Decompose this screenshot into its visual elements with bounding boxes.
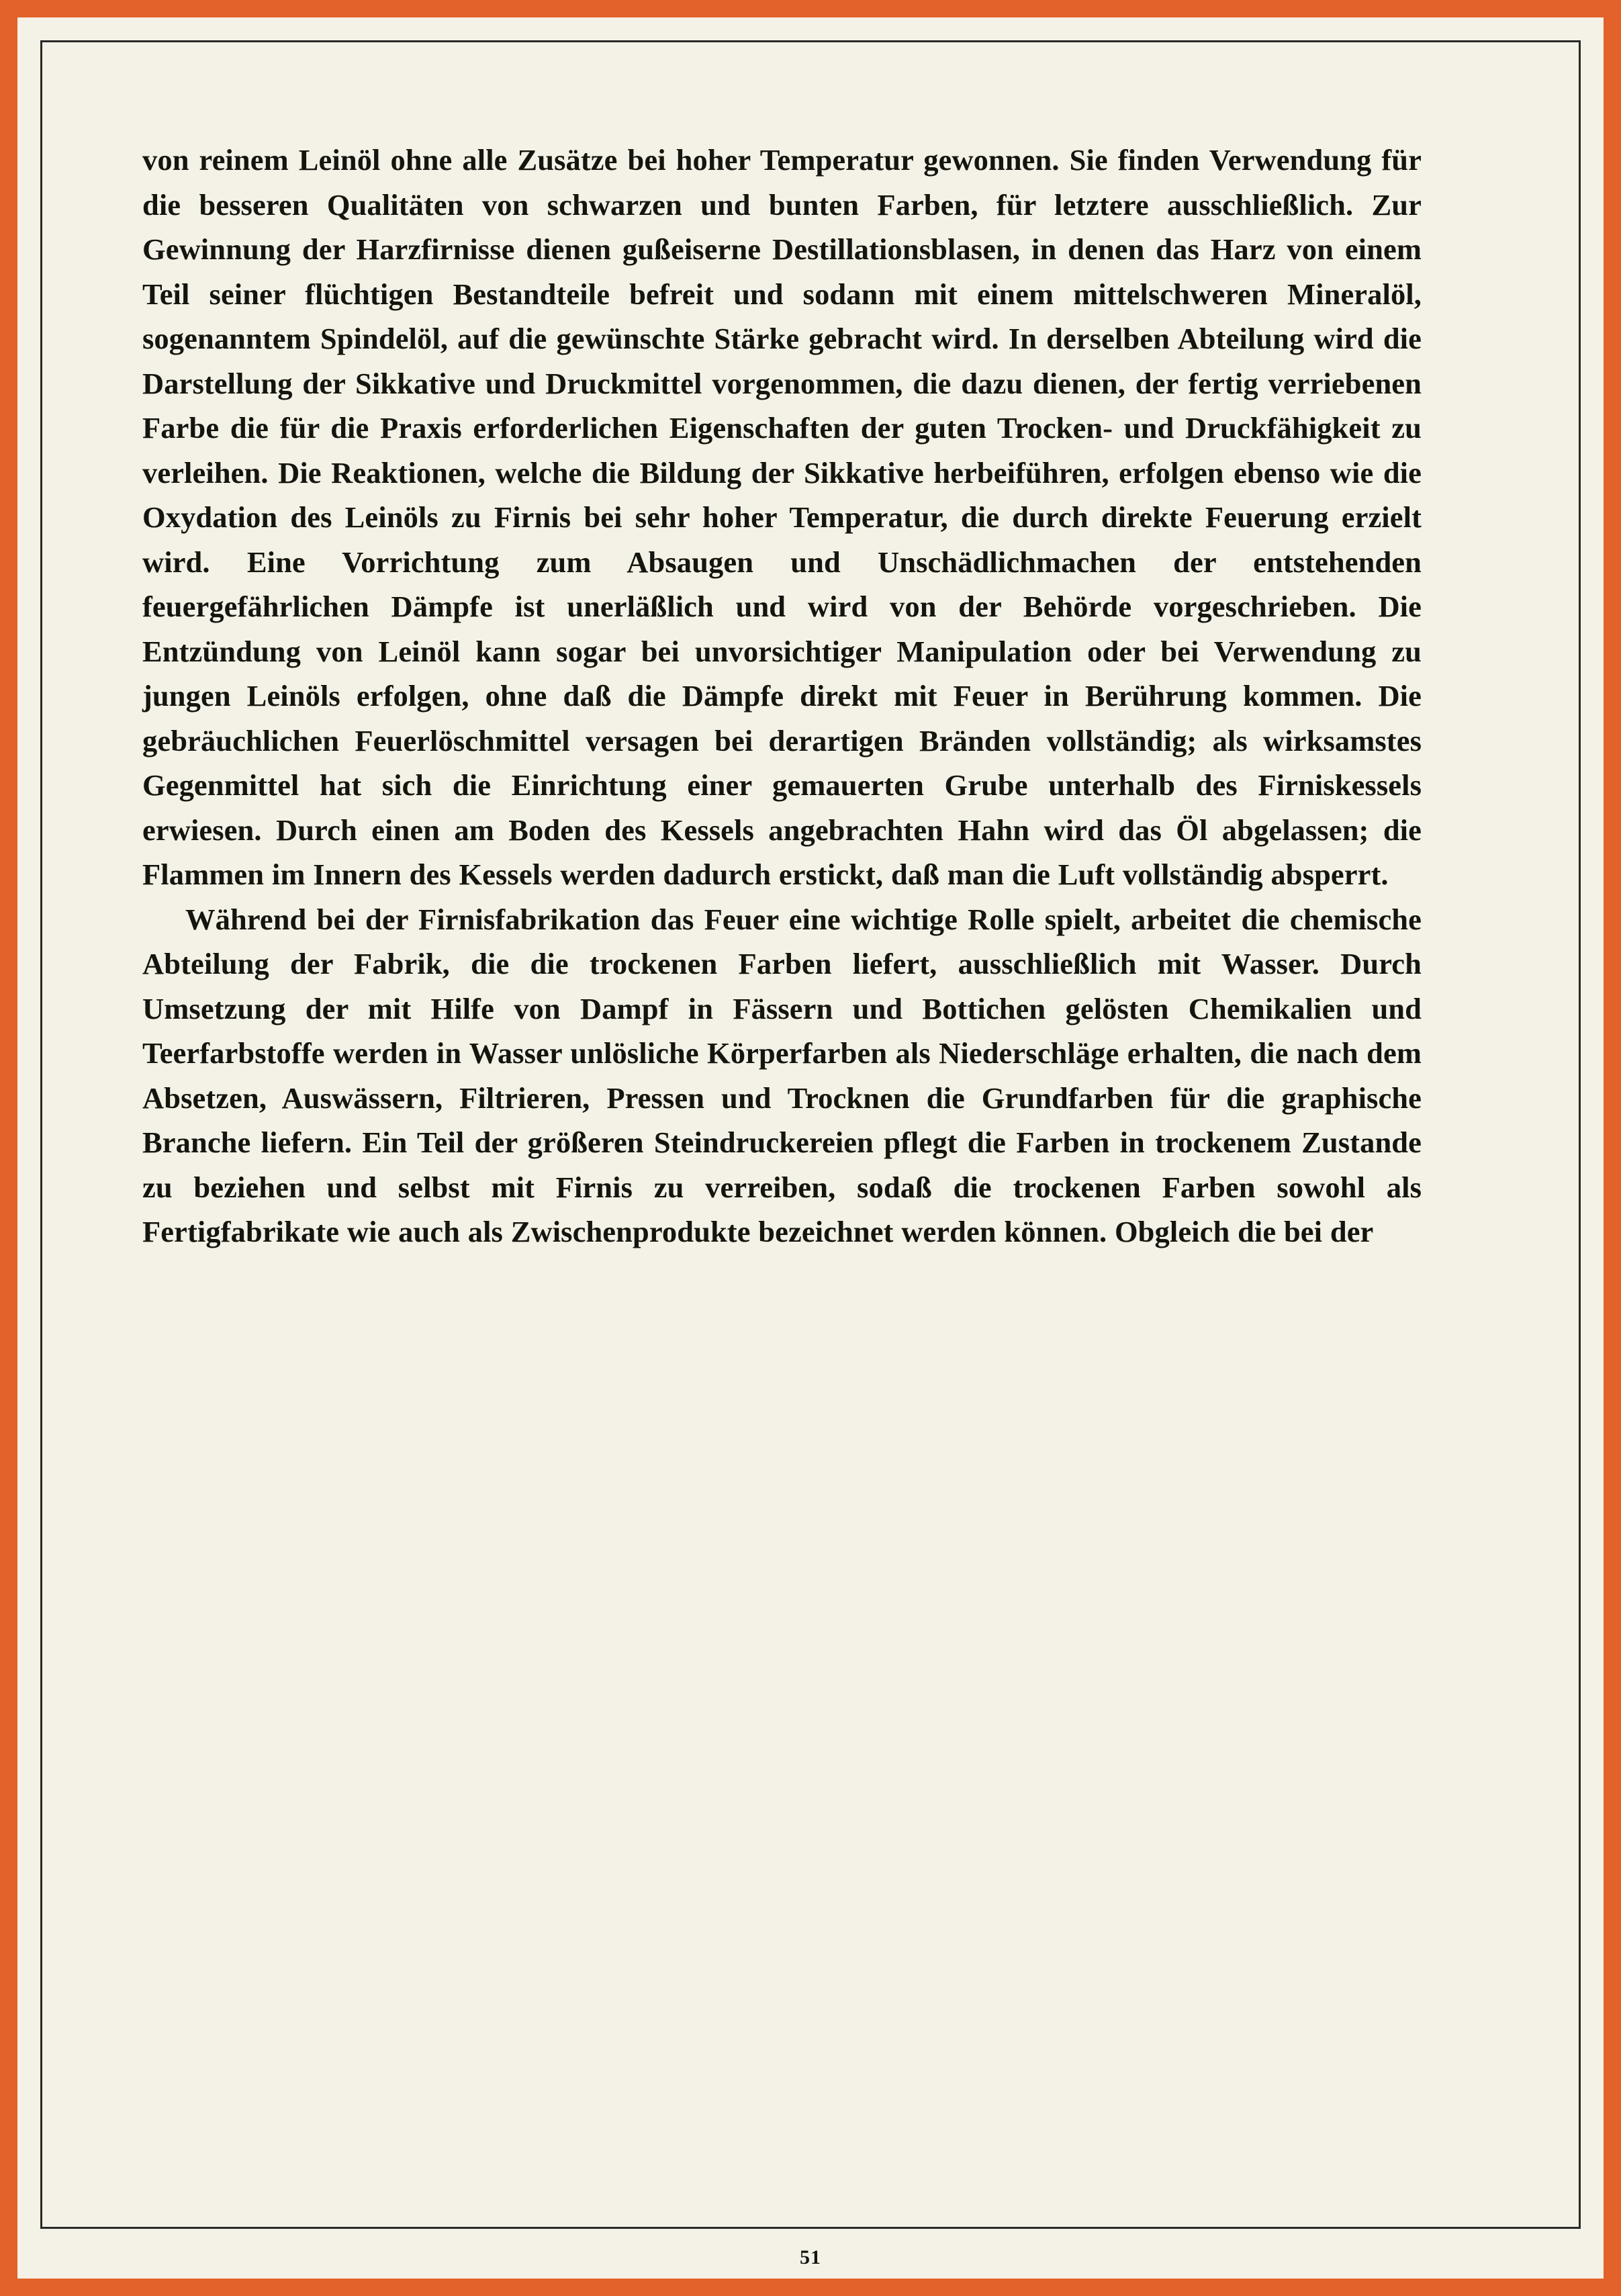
paragraph-2: Während bei der Firnisfabrikation das Feuer eine wichtige Rolle spielt, arbeitet die chemische Abteilung der Fabrik, die die trockenen Farben liefert, ausschließlich mit Wasser. Durch Umsetzung der mit Hilfe von Dampf in Fässern und Bottichen gelösten Chemikalien und Teerfarbstoffe werden in Wasser unlösliche Körperfarben als Niederschläge erhalten, die nach dem Absetzen, Auswässern, Filtrieren, Pressen und Trocknen die Grundfarben für die graphische Branche liefern. Ein Teil der größeren Steindruckereien pflegt die Farben in trockenem Zustande zu beziehen und selbst mit Firnis zu verreiben, sodaß die trockenen Farben sowohl als Fertigfabrikate wie auch als Zwischenprodukte bezeichnet werden können. Obgleich die bei der (142, 902, 1422, 1248)
paragraph-1: von reinem Leinöl ohne alle Zusätze bei hoher Temperatur gewonnen. Sie finden Verwendung für die besseren Qualitäten von schwarzen und bunten Farben, für letztere ausschließlich. Zur Gewinnung der Harzfirnisse dienen gußeiserne Destillationsblasen, in denen das Harz von einem Teil seiner flüchtigen Bestandteile befreit und sodann mit einem mittelschweren Mineralöl, sogenanntem Spindelöl, auf die gewünschte Stärke gebracht wird. In derselben Abteilung wird die Darstellung der Sikkative und Druckmittel vorgenommen, die dazu dienen, der fertig verriebenen Farbe die für die Praxis erforderlichen Eigenschaften der guten Trocken- und Druckfähigkeit zu verleihen. Die Reaktionen, welche die Bildung der Sikkative herbeiführen, erfolgen ebenso wie die Oxydation des Leinöls zu Firnis bei sehr hoher Temperatur, die durch direkte Feuerung erzielt wird. Eine Vorrichtung zum Absaugen und Unschädlichmachen der entstehenden feuergefährlichen Dämpfe ist unerläßlich und wird von der Behörde vorgeschrieben. Die Entzündung von Leinöl kann sogar bei unvorsichtiger Manipulation oder bei Verwendung zu jungen Leinöls erfolgen, ohne daß die Dämpfe direkt mit Feuer in Berührung kommen. Die gebräuchlichen Feuerlöschmittel versagen bei derartigen Bränden vollständig; als wirksamstes Gegenmittel hat sich die Einrichtung einer gemauerten Grube unterhalb des Firniskessels erwiesen. Durch einen am Boden des Kessels angebrachten Hahn wird das Öl abgelassen; die Flammen im Innern des Kessels werden dadurch erstickt, daß man die Luft vollständig absperrt. (142, 143, 1422, 891)
page-number: 51 (800, 2246, 821, 2268)
text-column (142, 138, 1422, 1254)
